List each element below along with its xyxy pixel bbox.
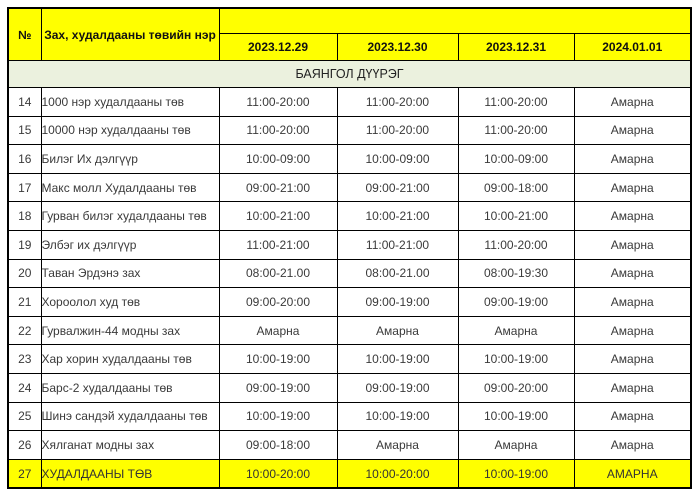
header-merged-empty-cell	[219, 8, 691, 34]
time-cell: 10:00-19:00	[458, 402, 574, 431]
market-name-cell: Гурван билэг худалдааны төв	[41, 202, 219, 231]
row-num-cell: 22	[8, 316, 41, 345]
table-row	[8, 259, 691, 288]
time-cell: 10:00-19:00	[337, 345, 458, 374]
time-cell: 09:00-21:00	[337, 173, 458, 202]
market-name-cell: ХУДАЛДААНЫ ТӨВ	[41, 459, 219, 488]
time-cell: 11:00-20:00	[458, 230, 574, 259]
header-date-cell: 2023.12.31	[458, 34, 574, 61]
header-date-cell: 2024.01.01	[574, 34, 691, 61]
time-cell: Амарна	[574, 431, 691, 460]
row-num-cell: 24	[8, 373, 41, 402]
time-cell: Амарна	[574, 402, 691, 431]
time-cell: 10:00-19:00	[337, 402, 458, 431]
section-title: БАЯНГОЛ ДҮҮРЭГ	[8, 61, 691, 88]
time-cell: 08:00-21.00	[337, 259, 458, 288]
market-name-cell: 10000 нэр худалдааны төв	[41, 116, 219, 145]
table-row	[8, 145, 691, 174]
header-date-cell: 2023.12.29	[219, 34, 337, 61]
time-cell: Амарна	[574, 230, 691, 259]
market-name-cell: 1000 нэр худалдааны төв	[41, 88, 219, 117]
time-cell: 10:00-09:00	[458, 145, 574, 174]
time-cell: Амарна	[574, 316, 691, 345]
time-cell: Амарна	[574, 202, 691, 231]
time-cell: 11:00-20:00	[337, 88, 458, 117]
time-cell: Амарна	[574, 259, 691, 288]
time-cell: 09:00-19:00	[337, 373, 458, 402]
market-name-cell: Хороолол худ төв	[41, 288, 219, 317]
time-cell: 10:00-19:00	[219, 402, 337, 431]
time-cell: Амарна	[574, 345, 691, 374]
table-row	[8, 202, 691, 231]
row-num-cell: 27	[8, 459, 41, 488]
row-num-cell: 25	[8, 402, 41, 431]
time-cell: Амарна	[574, 145, 691, 174]
schedule-table	[7, 7, 692, 489]
table-row	[8, 345, 691, 374]
time-cell: 11:00-20:00	[219, 88, 337, 117]
time-cell: 10:00-21:00	[458, 202, 574, 231]
header-row-top	[8, 8, 691, 34]
row-num-cell: 20	[8, 259, 41, 288]
header-num-cell: №	[8, 8, 41, 61]
market-name-cell: Макс молл Худалдааны төв	[41, 173, 219, 202]
row-num-cell: 18	[8, 202, 41, 231]
time-cell: 09:00-18:00	[219, 431, 337, 460]
time-cell: Амарна	[219, 316, 337, 345]
time-cell: 09:00-20:00	[458, 373, 574, 402]
header-name-cell: Зах, худалдааны төвийн нэр	[41, 8, 219, 61]
time-cell: 11:00-21:00	[337, 230, 458, 259]
row-num-cell: 23	[8, 345, 41, 374]
time-cell: 10:00-19:00	[458, 345, 574, 374]
header-date-cell: 2023.12.30	[337, 34, 458, 61]
time-cell: Амарна	[574, 116, 691, 145]
time-cell: 10:00-20:00	[219, 459, 337, 488]
table-row	[8, 88, 691, 117]
time-cell: Амарна	[458, 316, 574, 345]
row-num-cell: 21	[8, 288, 41, 317]
market-name-cell: Барс-2 худалдааны төв	[41, 373, 219, 402]
time-cell: 08:00-21.00	[219, 259, 337, 288]
market-name-cell: Таван Эрдэнэ зах	[41, 259, 219, 288]
row-num-cell: 19	[8, 230, 41, 259]
table-row	[8, 431, 691, 460]
table-row	[8, 230, 691, 259]
market-name-cell: Хялганат модны зах	[41, 431, 219, 460]
table-row	[8, 116, 691, 145]
table-row	[8, 173, 691, 202]
section-header-row	[8, 61, 691, 88]
row-num-cell: 26	[8, 431, 41, 460]
time-cell: 10:00-09:00	[337, 145, 458, 174]
time-cell: 10:00-19:00	[458, 459, 574, 488]
market-name-cell: Билэг Их дэлгүүр	[41, 145, 219, 174]
time-cell: 09:00-19:00	[337, 288, 458, 317]
time-cell: 10:00-19:00	[219, 345, 337, 374]
time-cell: Амарна	[337, 316, 458, 345]
time-cell: 09:00-18:00	[458, 173, 574, 202]
market-name-cell: Гурвалжин-44 модны зах	[41, 316, 219, 345]
time-cell: 11:00-20:00	[337, 116, 458, 145]
time-cell: 08:00-19:30	[458, 259, 574, 288]
time-cell: Амарна	[574, 288, 691, 317]
row-num-cell: 16	[8, 145, 41, 174]
time-cell: 10:00-21:00	[219, 202, 337, 231]
time-cell: 09:00-21:00	[219, 173, 337, 202]
time-cell: 09:00-20:00	[219, 288, 337, 317]
time-cell: 10:00-09:00	[219, 145, 337, 174]
table-row	[8, 288, 691, 317]
market-name-cell: Элбэг их дэлгүүр	[41, 230, 219, 259]
table-row	[8, 316, 691, 345]
time-cell: 10:00-20:00	[337, 459, 458, 488]
time-cell: Амарна	[574, 88, 691, 117]
table-row	[8, 373, 691, 402]
time-cell: 09:00-19:00	[219, 373, 337, 402]
market-name-cell: Хар хорин худалдааны төв	[41, 345, 219, 374]
time-cell: 11:00-20:00	[458, 88, 574, 117]
time-cell: 11:00-20:00	[458, 116, 574, 145]
time-cell: 09:00-19:00	[458, 288, 574, 317]
time-cell: 10:00-21:00	[337, 202, 458, 231]
table-row	[8, 459, 691, 488]
row-num-cell: 15	[8, 116, 41, 145]
table-row	[8, 402, 691, 431]
row-num-cell: 14	[8, 88, 41, 117]
time-cell: Амарна	[574, 173, 691, 202]
row-num-cell: 17	[8, 173, 41, 202]
time-cell: Амарна	[574, 373, 691, 402]
time-cell: АМАРНА	[574, 459, 691, 488]
market-name-cell: Шинэ сандэй худалдааны төв	[41, 402, 219, 431]
time-cell: Амарна	[337, 431, 458, 460]
time-cell: Амарна	[458, 431, 574, 460]
time-cell: 11:00-21:00	[219, 230, 337, 259]
time-cell: 11:00-20:00	[219, 116, 337, 145]
